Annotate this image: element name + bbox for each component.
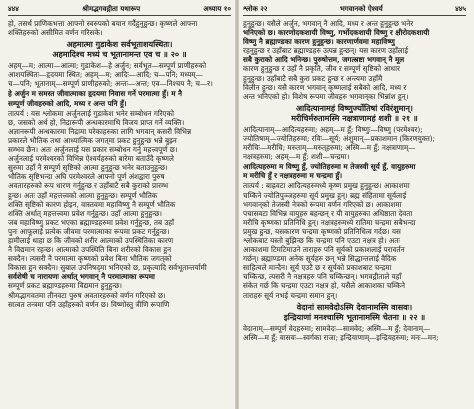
text-line: सम्भव छैन। अतः अर्जुनलाई यस प्रकार सम्बोधन गर्नु महत्त्वपूर्ण छ।	[8, 145, 178, 155]
left-chapter-label: अध्याय १०	[203, 4, 231, 13]
text-line: भनिएको छ। कारणोदकशायी विष्णु, गर्भोदकशायी विष्णु र क्षीरोदकशायी	[243, 28, 430, 38]
text-line: हो, तसर्थ प्राणिकभत्ता आफ्नो स्वरुपको बयान गर्दैहुनुहुन्छ। कृष्णले आफ्ना	[8, 19, 198, 28]
left-book-title: श्रीमद्भगवद्गीता यथारूप	[82, 4, 141, 13]
text-line: प्रकारले भौतिक तथा आध्यात्मिक जगत्‌मा प्रकट हुनुहुन्छ भन्ने बुझ्न	[8, 135, 177, 145]
text-line: सम्पूर्ण जीवहरुको आदि, मध्य र अन्त पनि हुँ।	[8, 98, 127, 108]
word-meaning-22	[243, 324, 466, 342]
text-line: सुरुमा उहाँ नै सम्पूर्ण सृष्टिको आत्मा हुनुहुन्छ भनेर बताउनुहुन्छ।	[8, 163, 168, 173]
text-line: मरीचिः—मरीचि; मरुताम्—मरुत्‌हरुमा; अस्मि—म हुँ; नक्षत्राणाम्—	[243, 143, 416, 153]
text-line: विकास हुन सक्दैन। सुबाल उपनिषद्‌मा भनिएको छ, प्रकृत्यादि सर्वभूतान्तर्यामी	[8, 263, 207, 273]
text-line: श्रीमद्भागवतमा तीनवटा पुरुष अवतारहरुको वर्णन गरिएको छ।	[8, 290, 166, 300]
right-page-number: ४४५	[455, 4, 466, 13]
text-line: मरीचि कृष्णका प्रतिनिधि हुन्। नक्षत्रहरुमध्ये रातिमा चन्द्रमा सबैभन्दा	[243, 217, 416, 227]
verse-line: इन्द्रियाणां मनश्चास्मि भूतानामस्मि चेतना ॥ २२ ॥	[283, 311, 426, 322]
text-line: आकाशमा टिमटिमाउने ताराहरु पनि सूर्यको प्रकाशलाई परावर्तन	[243, 245, 405, 255]
text-line: छ, जसको अर्थ हो, निद्रारूपी अन्धकारमाथि विजय प्राप्त गर्ने व्यक्ति।	[8, 117, 185, 127]
text-line: कारण हुनुहुन्छ र उहाँ नै प्रकृति, जीव र सम्पूर्ण सृष्टिको आधार	[243, 64, 400, 74]
text-line: पुनः आफूलाई प्रत्येक जीवमा परमात्माका रूपमा प्रकट गर्नुहुन्छ।	[8, 226, 170, 236]
right-verse-ref: श्लोक २२	[243, 4, 268, 13]
text-line: ताराहरु सूर्य नभई चन्द्रमा समान हुन्।	[243, 290, 338, 300]
text-line: शक्तिहरुको असीमित वर्णन गरिसके।	[8, 28, 103, 38]
text-line: अस्मि—म हुँ; वासवः—स्वर्गका राजा; इन्द्रियाणाम्—इन्द्रियहरुमा; मनः—मन;	[243, 332, 439, 342]
text-line: अवतारहरुको रूप धारण गर्नुहुन्छ र उहाँबाटै सबै कुराको प्रारम्भ	[8, 181, 169, 191]
text-line: विलीन हुन्छ। यसै कारण भगवान् कृष्णलाई सबैको आदि, मध्य र	[243, 82, 407, 92]
text-line: श्लोकबाट यस्तो बुझिन्छ कि चन्द्रमा पनि एउटा नक्षत्र हो। अतः	[243, 235, 400, 245]
text-line: पचासवटा विभिन्न वायुहरु बहन्छन् र यी वायुहरुका अधिष्ठाता देवता	[243, 208, 413, 218]
purport-21	[243, 181, 466, 299]
translation-21	[243, 162, 466, 180]
text-line: हामीलाई थाहा छ कि जीवको शरीर आत्माको उपस्थितिका कारण	[8, 235, 174, 245]
text-line: हुन्छ। अतः उहाँ महत्तत्त्वको आत्मा हुनुहुन्छ। सम्पूर्ण भौतिक	[8, 190, 158, 200]
verse-21	[243, 103, 466, 123]
verse-line: वेदानां सामवेदोऽस्मि देवानामस्मि वासवः।	[296, 301, 413, 312]
text-line: संकेत गर्छ कि चन्द्रमा एउटा नक्षत्र हो, यसैले आकाशका चम्किने	[243, 281, 405, 291]
text-line: भौतिक सृष्टिभन्दा अघि परमेश्वरले आफ्नो पूर्ण अंशद्वारा पुरुष	[8, 172, 165, 182]
right-chapter-title: भगवानको ऐश्वर्य	[339, 4, 383, 13]
text-line: हुनुहुन्छ। उहाँबाटै सबै कुरा प्रकट हुन्छ र अन्त्यमा उहाँमै	[243, 73, 383, 83]
verse-20	[8, 39, 231, 59]
text-line: चम्किने ज्योतिपुञ्जहरुमा सूर्य प्रमुख हुन्। ब्रह्म संहितामा सूर्यलाई	[243, 190, 407, 200]
text-line: सात्वत तन्त्रमा पनि उहाँहरुको वर्णन छ। विष्णोस्तु त्रीणि रूपाणि	[8, 299, 170, 309]
translation-20	[8, 89, 231, 107]
word-meaning-20	[8, 61, 231, 88]
text-line: जब महाविष्णु प्रकट भएका ब्रह्माण्डहरुमा प्रवेश गर्नुहुन्छ, तब उहाँ	[8, 217, 174, 227]
left-page-number: ४४४	[8, 4, 19, 13]
text-line: अर्जुनलाई परमेश्वरको विभिन्न ऐश्वर्यहरुको बारेमा बताउँदै कृष्णले	[8, 154, 174, 164]
verse-line: आदित्यानामहं विष्णुर्ज्योतिषां रविरंशुमान्।	[296, 102, 413, 113]
text-line: आदित्यानाम्—आदित्यहरुमा; अहम्—म हुँ; विष्णुः—विष्णु (परमेश्वर);	[243, 124, 423, 134]
right-top-text	[243, 19, 466, 101]
word-meaning-21	[243, 125, 466, 161]
text-line: प्रमुख हुन्छ, यसकारण चन्द्रमा कृष्णको प्रतिनिधित्व गर्दछ। यस	[243, 226, 401, 236]
text-line: सबै कुराको आदि भनिन्छ। पुरुषोत्तम, जगत्स्रष्टा भगवान् नै मूल	[243, 55, 405, 65]
text-line: भगवान्‌को तेजस्वी नेत्रको रूपमा वर्णन गरिएको छ। आकाशमा	[243, 199, 402, 209]
text-line: च—पनि; भूतानाम्—सम्पूर्ण प्राणीहरुको; अन्तः—अन्त; एव—निश्चय नै; च—र।	[8, 79, 213, 89]
text-line: साहित्यले मान्दैन। सूर्य एउटै छ र सूर्यको प्रकाशबाट चन्द्रमा	[243, 263, 392, 273]
text-line: अन्त भनिएको हो। विशेष रूपमा जीवहरु भगवान्‌का भिन्नांश हुन्।	[243, 91, 409, 101]
text-line: हे अर्जुन म समस्त जीवात्माका हृदयमा निवास गर्ने परमात्मा हुँ। म नै	[8, 89, 183, 99]
verse-line: मरीचिर्मरुतामस्मि नक्षत्राणामहं शशी ॥ २१ ॥	[291, 112, 418, 123]
text-line: म मरीचि हुँ र नक्षत्रहरुमा म चन्द्रमा हुँ।	[243, 171, 343, 181]
text-line: नक्षत्रहरुमा; अहम्—म हुँ; शशी—चन्द्रमा।	[243, 152, 350, 162]
text-line: विष्णु नै ब्रह्माण्डका कारण हुनुहुन्छ। कारणार्णवमा महाविष्णु	[243, 37, 395, 47]
verse-line: अहमात्मा गुडाकेश सर्वभूताशयस्थितः।	[66, 39, 173, 50]
text-line: सम्पूर्ण प्रकट ब्रह्माण्डहरुमा विद्यमान हुनुहुन्छ।	[8, 281, 123, 291]
text-line: आशयस्थितः—हृदयमा स्थित; अहम्—म; आदिः—आदि; च—पनि; मध्यम्—	[8, 70, 203, 80]
text-line: अहम्—म; आत्मा—आत्मा; गुडाकेश—हे अर्जुन; सर्वभूत—सम्पूर्ण प्राणीहरुको	[8, 61, 207, 71]
text-line: अज्ञानरूपी अन्धकारमा निद्रामा परेकाहरुका लागि भगवान् कसरी विभिन्न	[8, 126, 192, 136]
left-top-text	[8, 19, 231, 37]
verse-line: अहमादिश्च मध्यं च भूतानामन्त एव च ॥ २० ॥	[52, 49, 187, 60]
text-line: वेदानाम्—सम्पूर्ण वेदहरुमा; सामवेदः—सामवेद; अस्मि—म हुँ; देवानाम्—	[243, 323, 431, 333]
right-page-header	[243, 4, 466, 16]
text-line: शक्ति अर्थात् महत्तत्त्वमा प्रवेश गर्नुहुन्छ। उहाँ आत्मा हुनुहुन्छ।	[8, 208, 162, 218]
purport-20	[8, 109, 231, 309]
text-line: सर्वशेषी च नारायणः अर्थात् भगवान् नै परमात्माका रूपमा	[8, 272, 155, 282]
left-page-header	[8, 4, 231, 16]
verse-22	[243, 302, 466, 322]
text-line: चम्किन्छ, त्यसरी नै नक्षत्रहरु पनि चम्किन्छन्। भगवद्गीताले यहाँ	[243, 272, 402, 282]
text-line: रहनुहुन्छ र उहाँबाट ब्रह्माण्डहरु उत्पन्न हुन्छन्। यस कारण उहाँलाई	[243, 46, 409, 56]
text-line: हुनुहुन्छ। यसैले अर्जुन, भगवान् नै आदि, मध्य र अन्त हुनुहुन्छ भनेर	[243, 19, 414, 28]
text-line: शक्ति सृष्टिको कारण होइन, वास्तवमा महाविष्णु नै सम्पूर्ण भौतिक	[8, 199, 176, 209]
right-page	[237, 0, 474, 409]
text-line: नै विद्यमान रहन्छ। आत्माको उपस्थिति बिना शरीरको विकास हुन	[8, 245, 172, 255]
text-line: गर्छन्। ब्रह्माण्डमा अनेक सूर्यहरु छन् भन्ने सिद्धान्तलाई वैदिक	[243, 254, 397, 264]
text-line: आदित्यहरुमा म विष्णु हुँ, ज्योतिहरुमा म तेजस्वी सूर्य हुँ, वायुहरुमा	[243, 162, 416, 172]
text-line: ज्योतिषाम्—ज्योतिहरुमा; रविः—सूर्य; अंशुमान्—प्रकाशमान (किरणयुक्त);	[243, 133, 436, 143]
text-line: तात्पर्य : बाह्रवटा आदित्यहरुमध्ये कृष्ण प्रमुख हुनुहुन्छ। आकाशमा	[243, 181, 410, 191]
text-line: सक्दैन। त्यसरी नै परमात्मा कृष्णको प्रवेश बिना भौतिक जगत्‌को	[8, 254, 172, 264]
text-line: तात्पर्य : यस श्लोकमा अर्जुनलाई गुडाकेश भनेर सम्बोधन गरिएको	[8, 108, 175, 118]
